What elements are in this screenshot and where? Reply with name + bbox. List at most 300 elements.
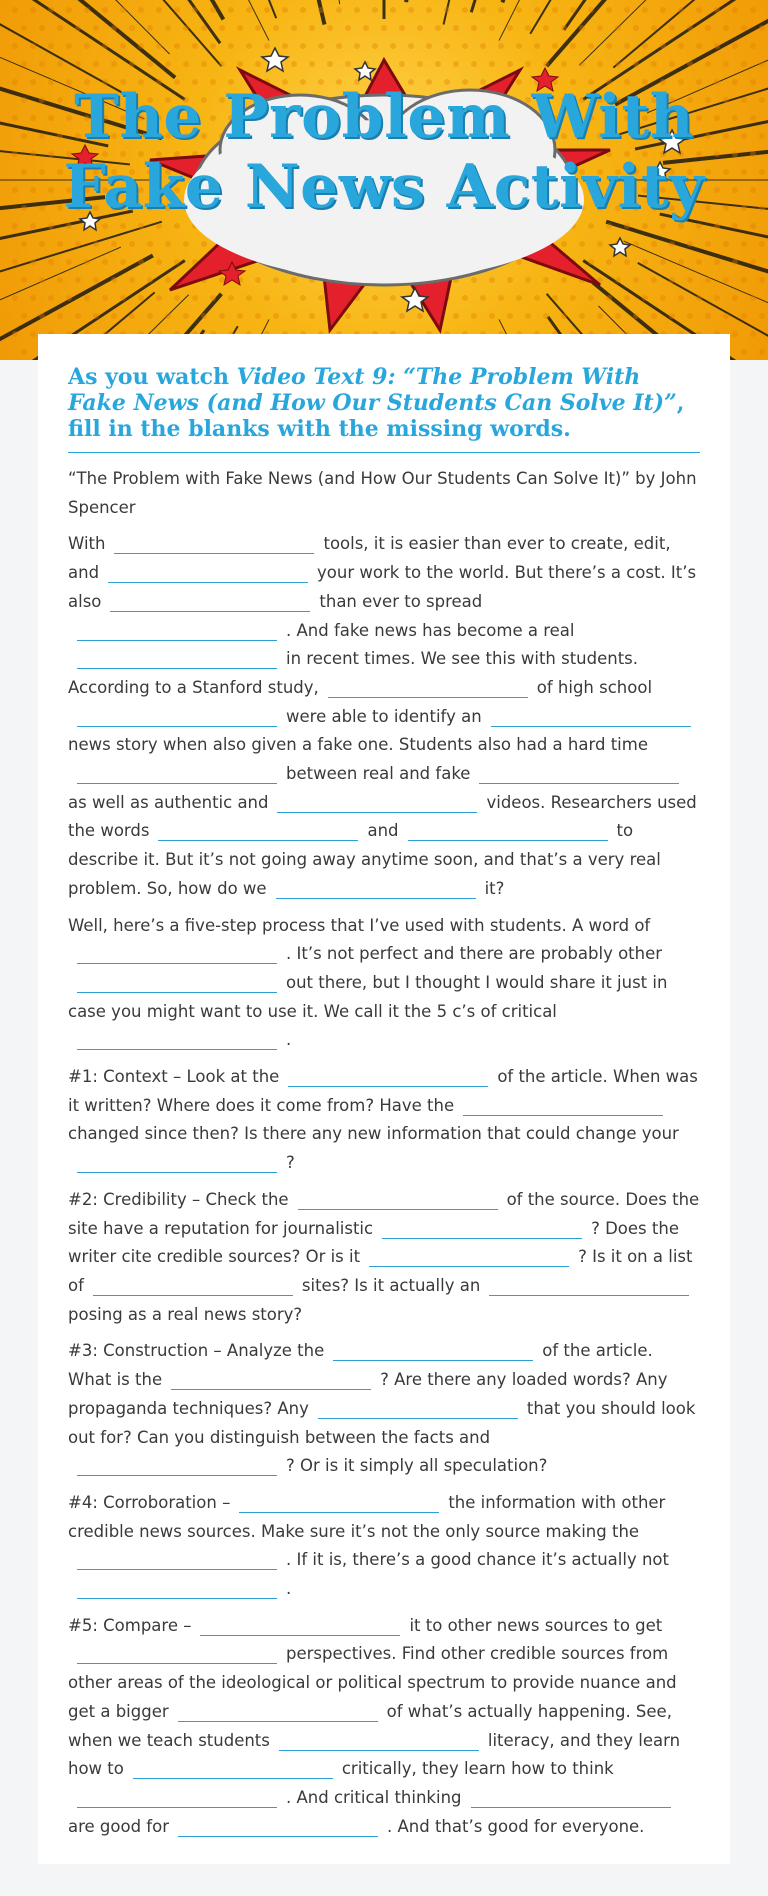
halftone-dot [255,313,261,319]
blank-input[interactable] [133,1760,333,1779]
halftone-dot [588,295,594,301]
halftone-dot [84,259,90,265]
halftone-dot [660,43,666,49]
halftone-dot [363,313,369,319]
blank-input[interactable] [77,1789,277,1808]
halftone-dot [570,295,576,301]
burst-ray [0,0,220,43]
halftone-dot [354,7,360,13]
halftone-dot [741,277,747,283]
blank-input[interactable] [276,880,476,899]
halftone-dot [687,25,693,31]
burst-ray [406,0,445,2]
halftone-dot [138,259,144,265]
halftone-dot [111,277,117,283]
halftone-dot [192,43,198,49]
halftone-dot [696,7,702,13]
passage-text: it? [484,878,505,898]
halftone-dot [282,7,288,13]
halftone-dot [66,223,72,229]
halftone-dot [435,25,441,31]
halftone-dot [543,313,549,319]
blank-input[interactable] [463,1097,663,1116]
halftone-dot [102,259,108,265]
halftone-dot [309,313,315,319]
halftone-dot [570,7,576,13]
halftone-dot [93,313,99,319]
passage-text: tools, it is easier than ever to create, edit, and [68,534,671,583]
blank-input[interactable] [333,1342,533,1361]
halftone-dot [300,43,306,49]
halftone-dot [30,7,36,13]
halftone-dot [210,295,216,301]
title-banner [0,0,768,360]
halftone-dot [660,259,666,265]
halftone-dot [642,7,648,13]
halftone-dot [516,259,522,265]
halftone-dot [534,7,540,13]
blank-input[interactable] [277,794,477,813]
halftone-dot [489,277,495,283]
halftone-dot [165,241,171,247]
halftone-dot [723,313,729,319]
halftone-dot [750,223,756,229]
halftone-dot [300,295,306,301]
halftone-dot [498,43,504,49]
blank-input[interactable] [77,1457,277,1476]
halftone-dot [264,295,270,301]
halftone-dot [444,43,450,49]
blank-input[interactable] [489,1277,689,1296]
halftone-dot [399,61,405,67]
halftone-dot [579,25,585,31]
halftone-dot [534,43,540,49]
halftone-dot [660,7,666,13]
passage-text: were able to identify an [286,706,482,726]
halftone-dot [561,241,567,247]
halftone-dot [12,223,18,229]
halftone-dot [48,223,54,229]
halftone-dot [633,241,639,247]
halftone-dot [597,25,603,31]
halftone-dot [741,349,747,355]
halftone-dot [84,295,90,301]
passage-paragraph [68,912,700,1056]
passage-text: the information with other credible news sources. Make sure it’s not the only source making the [68,1492,666,1541]
passage-text: ? Is it on a list of [68,1247,693,1295]
halftone-dot [435,61,441,67]
blank-input[interactable] [77,765,277,784]
halftone-dot [291,25,297,31]
blank-input[interactable] [77,1031,277,1050]
blank-input[interactable] [158,822,358,841]
halftone-dot [525,61,531,67]
halftone-dot [372,43,378,49]
halftone-dot [669,25,675,31]
halftone-dot [507,313,513,319]
passage-paragraph [68,1489,700,1604]
halftone-dot [318,295,324,301]
halftone-dot [525,313,531,319]
blank-input[interactable] [288,1068,488,1087]
passage-text: of the article. When was it written? Where does it come from? Have the [68,1067,698,1115]
halftone-dot [570,43,576,49]
halftone-dot [507,25,513,31]
halftone-dot [93,241,99,247]
burst-ray [34,0,269,41]
halftone-dot [138,7,144,13]
halftone-dot [156,223,162,229]
halftone-dot [561,277,567,283]
halftone-dot [588,43,594,49]
blank-input[interactable] [77,650,277,669]
halftone-dot [237,61,243,67]
halftone-dot [120,223,126,229]
halftone-dot [174,223,180,229]
halftone-dot [273,25,279,31]
blank-input[interactable] [239,1494,439,1513]
blank-input[interactable] [77,1645,277,1664]
halftone-dot [30,43,36,49]
halftone-dot [219,277,225,283]
halftone-dot [651,61,657,67]
halftone-dot [264,7,270,13]
halftone-dot [111,241,117,247]
halftone-dot [471,313,477,319]
halftone-dot [606,223,612,229]
passage-text: it to other news sources to get [409,1615,663,1635]
halftone-dot [228,295,234,301]
halftone-dot [633,313,639,319]
blank-input[interactable] [178,1703,378,1722]
halftone-dot [462,7,468,13]
halftone-dot [597,241,603,247]
halftone-dot [201,61,207,67]
halftone-dot [21,277,27,283]
halftone-dot [219,61,225,67]
halftone-dot [669,241,675,247]
passage-text: of high school [536,677,653,697]
halftone-dot [516,43,522,49]
halftone-dot [255,277,261,283]
halftone-dot [660,295,666,301]
halftone-dot [588,223,594,229]
halftone-dot [273,277,279,283]
halftone-dot [228,7,234,13]
halftone-dot [759,349,765,355]
blank-input[interactable] [369,1248,569,1267]
passage-paragraph [68,1337,700,1481]
passage-text: than ever to spread [319,591,483,611]
halftone-dot [534,295,540,301]
halftone-dot [372,295,378,301]
halftone-dot [192,295,198,301]
citation: “The Problem with Fake News (and How Our Students Can Solve It)” by John Spencer [68,469,697,517]
halftone-dot [696,259,702,265]
halftone-dot [309,25,315,31]
blank-input[interactable] [77,1580,277,1599]
blank-input[interactable] [471,1789,671,1808]
halftone-dot [651,25,657,31]
halftone-dot [282,295,288,301]
halftone-dot [741,61,747,67]
passage-paragraph [68,1186,700,1330]
halftone-dot [165,313,171,319]
halftone-dot [471,61,477,67]
halftone-dot [201,313,207,319]
blank-input[interactable] [178,1818,378,1837]
halftone-dot [129,25,135,31]
passage-text: . It’s not perfect and there are probably other [286,944,663,964]
passage-text: #4: Corroboration – [68,1492,231,1512]
halftone-dot [390,7,396,13]
halftone-dot [66,43,72,49]
blank-input[interactable] [77,708,277,727]
halftone-dot [48,295,54,301]
halftone-dot [615,25,621,31]
halftone-dot [705,277,711,283]
blank-input[interactable] [77,1154,277,1173]
passage-text: ? Are there any loaded words? Any propaganda techniques? Any [68,1370,668,1418]
halftone-dot [480,7,486,13]
passage-text: #2: Credibility – Check the [68,1189,289,1209]
halftone-dot [39,277,45,283]
halftone-dot [606,259,612,265]
blank-input[interactable] [77,945,277,964]
halftone-dot [651,241,657,247]
halftone-dot [678,295,684,301]
halftone-dot [327,61,333,67]
halftone-dot [633,61,639,67]
halftone-dot [102,43,108,49]
blank-input[interactable] [279,1732,479,1751]
blank-input[interactable] [77,974,277,993]
halftone-dot [174,43,180,49]
halftone-dot [615,277,621,283]
halftone-dot [138,223,144,229]
passage-text: . [286,1030,292,1050]
halftone-dot [759,25,765,31]
halftone-dot [732,331,738,337]
halftone-dot [471,277,477,283]
halftone-dot [237,25,243,31]
halftone-dot [66,7,72,13]
halftone-dot [21,241,27,247]
halftone-dot [183,241,189,247]
halftone-dot [687,277,693,283]
halftone-dot [246,295,252,301]
halftone-dot [642,223,648,229]
halftone-dot [552,7,558,13]
halftone-dot [246,43,252,49]
passage-text: . If it is, there’s a good chance it’s actually not [286,1550,669,1570]
banner-title: The Problem With Fake News Activity [63,82,705,222]
halftone-dot [642,295,648,301]
halftone-dot [102,7,108,13]
blank-input[interactable] [77,622,277,641]
halftone-dot [12,7,18,13]
passage-text: changed since then? Is there any new information that could change your [68,1124,679,1144]
halftone-dot [156,295,162,301]
halftone-dot [84,7,90,13]
halftone-dot [345,25,351,31]
halftone-dot [615,313,621,319]
halftone-dot [741,25,747,31]
halftone-dot [714,7,720,13]
halftone-dot [30,331,36,337]
blank-input[interactable] [110,593,310,612]
passage-text: between real and fake [286,764,471,784]
halftone-dot [57,313,63,319]
halftone-dot [39,61,45,67]
halftone-dot [489,25,495,31]
halftone-dot [291,313,297,319]
halftone-dot [489,313,495,319]
blank-input[interactable] [298,1191,498,1210]
halftone-dot [741,241,747,247]
halftone-dot [156,259,162,265]
passage-text: . And critical thinking [286,1787,462,1807]
halftone-dot [597,313,603,319]
halftone-dot [228,43,234,49]
halftone-dot [714,43,720,49]
halftone-dot [588,7,594,13]
halftone-dot [57,25,63,31]
halftone-dot [426,43,432,49]
blank-input[interactable] [77,1551,277,1570]
passage-text: ? Does the writer cite credible sources? Or is it [68,1218,679,1267]
halftone-dot [12,43,18,49]
halftone-dot [732,259,738,265]
halftone-dot [336,7,342,13]
halftone-dot [723,277,729,283]
halftone-dot [561,61,567,67]
halftone-dot [732,43,738,49]
passage-text: . And that’s good for everyone. [387,1816,645,1836]
halftone-dot [75,313,81,319]
halftone-dot [453,313,459,319]
halftone-dot [507,61,513,67]
halftone-dot [12,295,18,301]
halftone-dot [399,313,405,319]
halftone-dot [579,313,585,319]
passage-paragraph [68,1612,700,1842]
halftone-dot [84,43,90,49]
halftone-dot [129,277,135,283]
fill-in-passage [68,530,700,1841]
halftone-dot [264,43,270,49]
halftone-dot [462,43,468,49]
halftone-dot [651,313,657,319]
halftone-dot [723,25,729,31]
passage-text: as well as authentic and [68,792,269,812]
blank-input[interactable] [408,822,608,841]
halftone-dot [381,25,387,31]
halftone-dot [750,331,756,337]
blank-input[interactable] [200,1617,400,1636]
halftone-dot [714,295,720,301]
blank-input[interactable] [114,535,314,554]
heading-divider [68,452,700,453]
halftone-dot [516,7,522,13]
passage-text: perspectives. Find other credible sources from other areas of the ideological or political spectrum to provide nuance and get a bigger [68,1644,677,1721]
halftone-dot [453,61,459,67]
halftone-dot [408,43,414,49]
halftone-dot [588,259,594,265]
halftone-dot [705,61,711,67]
halftone-dot [687,313,693,319]
halftone-dot [750,7,756,13]
passage-paragraph [68,1063,700,1178]
blank-input[interactable] [171,1371,371,1390]
halftone-dot [732,7,738,13]
halftone-dot [498,7,504,13]
halftone-dot [39,25,45,31]
blank-input[interactable] [479,765,679,784]
passage-text: ? [286,1153,295,1173]
blank-input[interactable] [491,708,691,727]
halftone-dot [669,313,675,319]
halftone-dot [102,223,108,229]
halftone-dot [57,61,63,67]
halftone-dot [714,259,720,265]
halftone-dot [687,241,693,247]
blank-input[interactable] [318,1400,518,1419]
blank-input[interactable] [108,564,308,583]
passage-text: #1: Context – Look at the [68,1067,280,1087]
halftone-dot [174,259,180,265]
passage-text: that you should look out for? Can you distinguish between the facts and [68,1398,696,1447]
halftone-dot [255,61,261,67]
halftone-dot [156,43,162,49]
halftone-dot [759,241,765,247]
halftone-dot [165,61,171,67]
halftone-dot [210,7,216,13]
halftone-dot [12,331,18,337]
halftone-dot [759,277,765,283]
halftone-dot [273,313,279,319]
blank-input[interactable] [382,1220,582,1239]
halftone-dot [21,25,27,31]
passage-text: literacy, and they learn how to [68,1730,681,1779]
halftone-dot [93,25,99,31]
passage-text: videos. Researchers used the words [68,792,697,841]
halftone-dot [39,241,45,247]
blank-input[interactable] [328,679,528,698]
halftone-dot [345,61,351,67]
halftone-dot [39,313,45,319]
blank-input[interactable] [93,1277,293,1296]
halftone-dot [732,223,738,229]
halftone-dot [696,223,702,229]
halftone-dot [30,223,36,229]
halftone-dot [111,313,117,319]
halftone-dot [723,241,729,247]
halftone-dot [543,61,549,67]
halftone-dot [606,7,612,13]
halftone-dot [606,295,612,301]
passage-text: . [286,1579,292,1599]
halftone-dot [129,241,135,247]
halftone-dot [381,313,387,319]
halftone-dot [696,295,702,301]
passage-text: and [367,821,399,841]
halftone-dot [300,7,306,13]
halftone-dot [282,43,288,49]
halftone-dot [183,25,189,31]
halftone-dot [138,295,144,301]
halftone-dot [165,277,171,283]
